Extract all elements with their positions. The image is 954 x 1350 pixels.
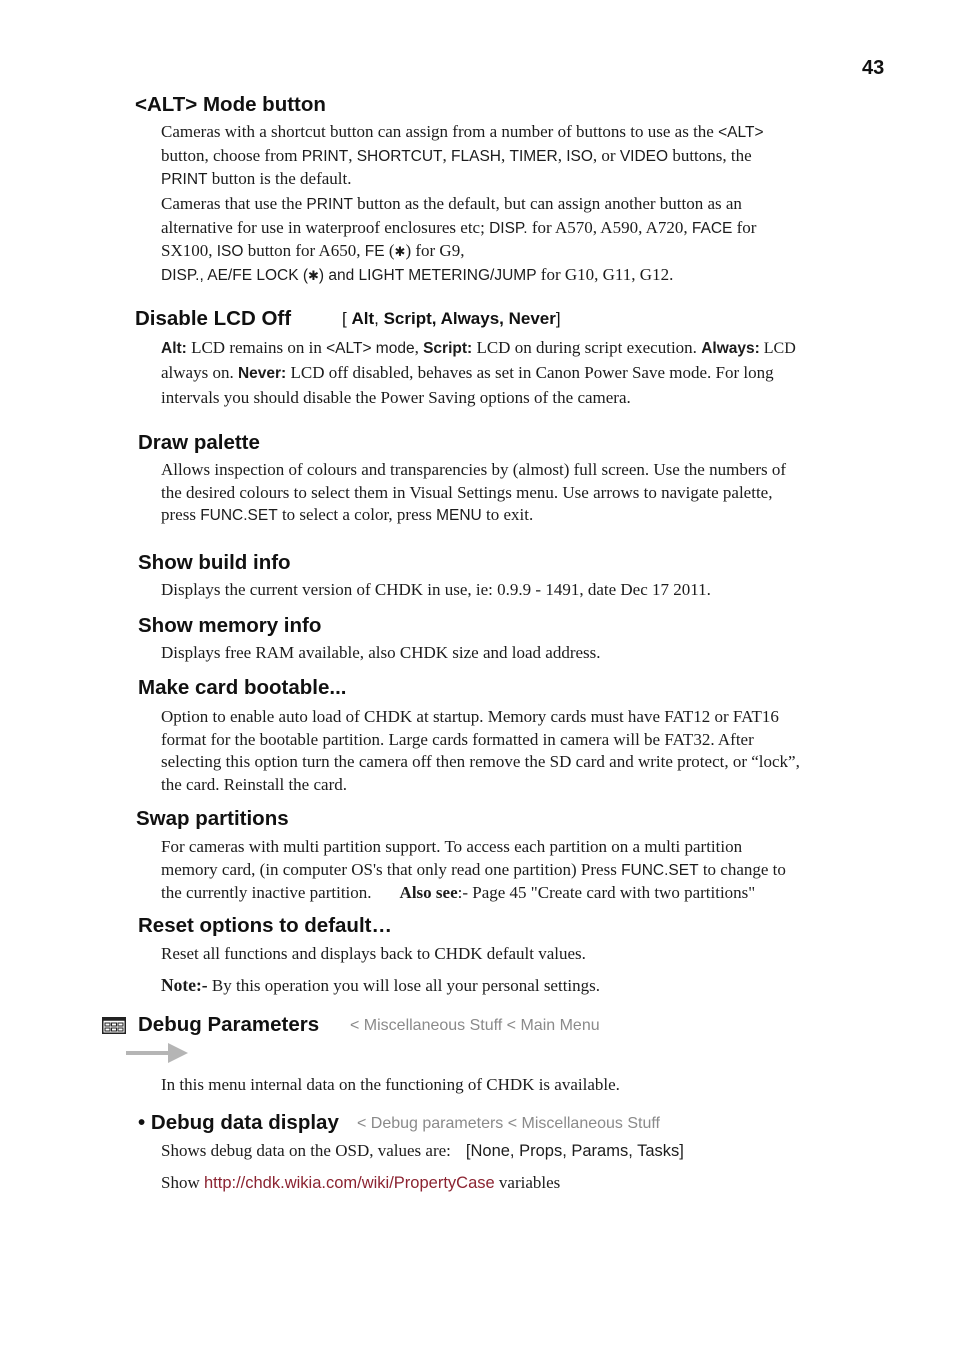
build-info-description: Displays the current version of CHDK in use, ie: 0.9.9 - 1491, date Dec 17 2011. [161, 580, 711, 599]
alt-mode-paragraph-1: Cameras with a shortcut button can assign from a number of buttons to use as the <ALT> button, choose from PRINT, SHORTCUT, FLASH, TIMER, ISO, or VIDEO buttons, the PRINT button is the default. [161, 122, 764, 189]
debug-data-display-breadcrumb: < Debug parameters < Miscellaneous Stuff [357, 1115, 660, 1132]
propertycase-link[interactable]: http://chdk.wikia.com/wiki/PropertyCase [203, 1174, 495, 1192]
asterisk-icon: ✱ [308, 267, 319, 283]
asterisk-icon: ✱ [394, 244, 406, 260]
debug-data-display-link-line: Show http://chdk.wikia.com/wiki/PropertyCase variables [161, 1173, 561, 1192]
debug-data-display-title: • Debug data display [138, 1111, 339, 1134]
section-title-disable-lcd: Disable LCD Off [135, 307, 292, 330]
swap-partitions-description: For cameras with multi partition support. To access each partition on a multi partition memory card, (in computer OS's that only read one partition) Press FUNC.SET to change to the currently inactive partition. Also see:- Page 45 "Create card with two partitions" [161, 837, 786, 903]
reset-note: Note:- By this operation you will lose all your personal settings. [161, 975, 601, 995]
section-title-card-bootable: Make card bootable... [138, 676, 347, 699]
debug-parameters-breadcrumb: < Miscellaneous Stuff < Main Menu [350, 1017, 600, 1034]
section-title-memory-info: Show memory info [138, 614, 322, 637]
section-title-swap-partitions: Swap partitions [136, 807, 289, 830]
menu-icon [102, 1017, 126, 1039]
section-title-alt-mode: <ALT> Mode button [135, 93, 326, 116]
reset-description: Reset all functions and displays back to CHDK default values. [161, 944, 586, 963]
section-title-build-info: Show build info [138, 551, 291, 574]
draw-palette-description: Allows inspection of colours and transparencies by (almost) full screen. Use the numbers of the desired colours to select them in Visual Settings menu. Use arrows to navigate palette, press FUNC.SET to select a color, press MENU to exit. [161, 460, 787, 525]
section-title-debug-parameters: Debug Parameters [138, 1013, 320, 1036]
memory-info-description: Displays free RAM available, also CHDK size and load address. [161, 643, 601, 662]
section-title-reset-options: Reset options to default… [138, 914, 392, 937]
section-title-draw-palette: Draw palette [138, 431, 260, 454]
bullet: • [138, 1111, 146, 1134]
arrow-right-icon [126, 1042, 188, 1069]
debug-data-display-values: Shows debug data on the OSD, values are: [None, Props, Params, Tasks] [161, 1141, 684, 1160]
page-number: 43 [862, 57, 885, 79]
debug-parameters-description: In this menu internal data on the functioning of CHDK is available. [161, 1075, 620, 1094]
disable-lcd-options: [ Alt, Script, Always, Never] [342, 309, 561, 328]
disable-lcd-description: Alt: LCD remains on in <ALT> mode, Script: LCD on during script execution. Always: LCD always on. Never: LCD off disabled, behaves as set in Canon Power Save mode. For long intervals you should disable the Power Saving options of the camera. [161, 338, 796, 407]
card-bootable-description: Option to enable auto load of CHDK at startup. Memory cards must have FAT12 or FAT16 format for the bootable partition. Large cards formatted in camera will be FAT32. After selecting this option turn the camera off then remove the SD card and write protect, or “lock”, the card. Reinstall the card. [161, 707, 800, 794]
alt-mode-paragraph-2: Cameras that use the PRINT button as the default, but can assign another button as an alternative for use in waterproof enclosures etc; DISP. for A570, A590, A720, FACE for SX100, ISO button for A650, FE (✱) for G9, DISP., AE/FE LOCK (✱) and LIGHT METERING/JUMP for G10, G11, G12. [161, 194, 757, 284]
